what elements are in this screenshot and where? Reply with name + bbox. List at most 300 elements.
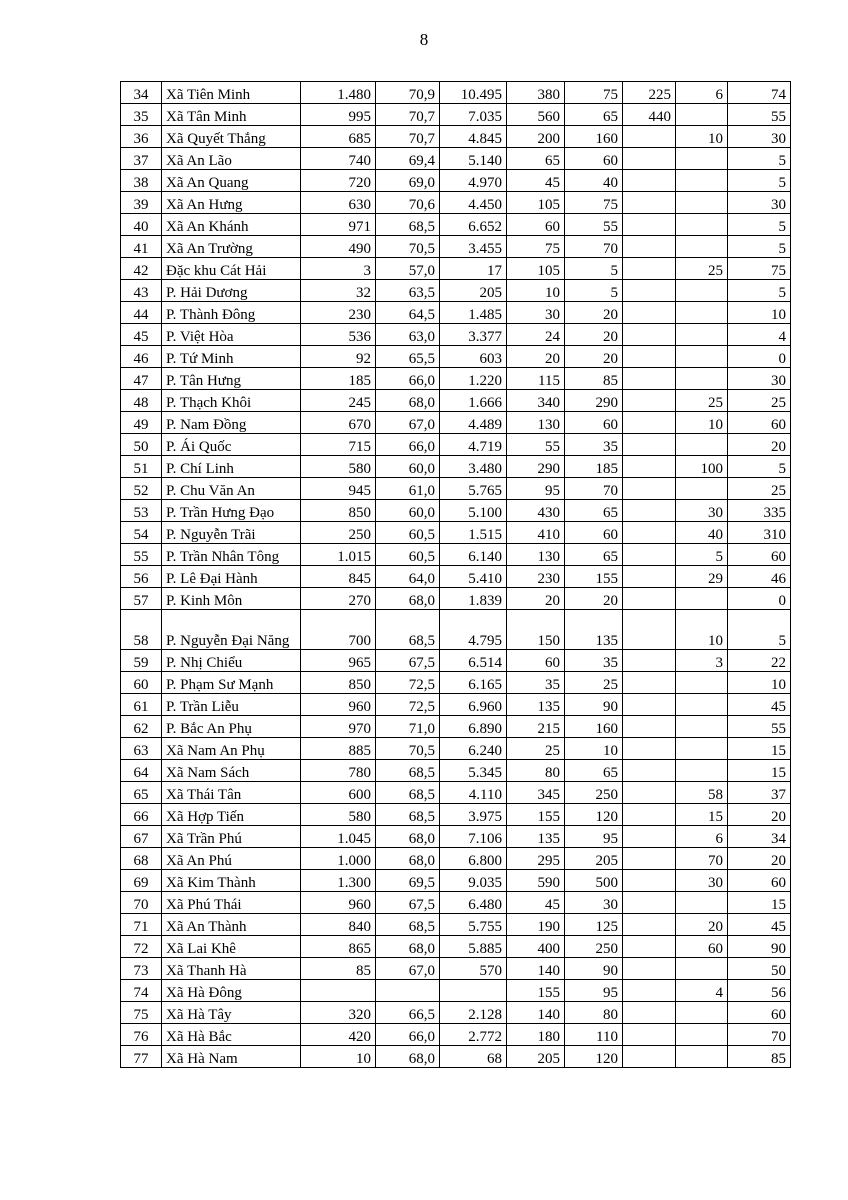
cell-col-9: 6 bbox=[676, 82, 728, 104]
cell-col-4: 72,5 bbox=[376, 694, 440, 716]
cell-col-5: 3.480 bbox=[440, 456, 507, 478]
cell-col-5: 5.885 bbox=[440, 936, 507, 958]
cell-col-8 bbox=[623, 914, 676, 936]
cell-col-4: 71,0 bbox=[376, 716, 440, 738]
table-row bbox=[121, 870, 791, 892]
table-row bbox=[121, 368, 791, 390]
cell-row-number: 65 bbox=[121, 782, 162, 804]
cell-col-4: 68,0 bbox=[376, 390, 440, 412]
cell-col-5: 4.845 bbox=[440, 126, 507, 148]
cell-col-5: 6.240 bbox=[440, 738, 507, 760]
cell-col-7: 110 bbox=[565, 1024, 623, 1046]
cell-col-4: 65,5 bbox=[376, 346, 440, 368]
cell-col-7: 290 bbox=[565, 390, 623, 412]
cell-col-9: 30 bbox=[676, 870, 728, 892]
cell-col-3: 92 bbox=[301, 346, 376, 368]
cell-col-9 bbox=[676, 104, 728, 126]
cell-col-7: 135 bbox=[565, 610, 623, 650]
cell-col-10: 60 bbox=[728, 412, 791, 434]
cell-col-3: 580 bbox=[301, 456, 376, 478]
cell-row-number: 70 bbox=[121, 892, 162, 914]
cell-unit-name: P. Tân Hưng bbox=[162, 368, 301, 390]
cell-row-number: 49 bbox=[121, 412, 162, 434]
table-row bbox=[121, 914, 791, 936]
cell-col-8 bbox=[623, 368, 676, 390]
cell-col-4: 60,5 bbox=[376, 522, 440, 544]
cell-col-9: 6 bbox=[676, 826, 728, 848]
cell-col-9 bbox=[676, 236, 728, 258]
cell-col-4: 68,0 bbox=[376, 588, 440, 610]
cell-col-9 bbox=[676, 892, 728, 914]
cell-col-9 bbox=[676, 346, 728, 368]
cell-col-5: 205 bbox=[440, 280, 507, 302]
cell-unit-name: Xã Hà Bắc bbox=[162, 1024, 301, 1046]
cell-col-10: 85 bbox=[728, 1046, 791, 1068]
cell-col-9 bbox=[676, 324, 728, 346]
cell-col-8 bbox=[623, 214, 676, 236]
cell-col-8 bbox=[623, 192, 676, 214]
cell-col-8 bbox=[623, 390, 676, 412]
cell-col-3: 670 bbox=[301, 412, 376, 434]
cell-unit-name: Xã Kim Thành bbox=[162, 870, 301, 892]
cell-col-5: 6.960 bbox=[440, 694, 507, 716]
cell-col-9 bbox=[676, 280, 728, 302]
cell-col-9 bbox=[676, 716, 728, 738]
cell-col-6: 80 bbox=[507, 760, 565, 782]
cell-col-4: 70,6 bbox=[376, 192, 440, 214]
table-row bbox=[121, 280, 791, 302]
table-row bbox=[121, 324, 791, 346]
cell-unit-name: Đặc khu Cát Hải bbox=[162, 258, 301, 280]
cell-col-4: 60,0 bbox=[376, 456, 440, 478]
cell-col-9 bbox=[676, 192, 728, 214]
cell-col-8 bbox=[623, 892, 676, 914]
cell-unit-name: Xã An Quang bbox=[162, 170, 301, 192]
cell-col-5: 4.795 bbox=[440, 610, 507, 650]
cell-col-6: 190 bbox=[507, 914, 565, 936]
cell-row-number: 64 bbox=[121, 760, 162, 782]
table-row bbox=[121, 148, 791, 170]
cell-col-7: 160 bbox=[565, 126, 623, 148]
cell-col-10: 30 bbox=[728, 126, 791, 148]
cell-unit-name: P. Nam Đồng bbox=[162, 412, 301, 434]
cell-col-3: 850 bbox=[301, 500, 376, 522]
cell-col-10: 74 bbox=[728, 82, 791, 104]
cell-col-3: 3 bbox=[301, 258, 376, 280]
table-row bbox=[121, 716, 791, 738]
table-row bbox=[121, 478, 791, 500]
cell-col-7: 250 bbox=[565, 782, 623, 804]
cell-col-6: 155 bbox=[507, 804, 565, 826]
cell-row-number: 48 bbox=[121, 390, 162, 412]
cell-col-10: 5 bbox=[728, 456, 791, 478]
cell-col-6: 20 bbox=[507, 346, 565, 368]
cell-col-4: 70,5 bbox=[376, 738, 440, 760]
cell-unit-name: P. Ái Quốc bbox=[162, 434, 301, 456]
cell-row-number: 46 bbox=[121, 346, 162, 368]
table-row bbox=[121, 236, 791, 258]
cell-col-6: 380 bbox=[507, 82, 565, 104]
cell-col-5: 5.410 bbox=[440, 566, 507, 588]
cell-col-10: 10 bbox=[728, 672, 791, 694]
cell-col-6: 430 bbox=[507, 500, 565, 522]
cell-unit-name: Xã Trần Phú bbox=[162, 826, 301, 848]
cell-col-6: 345 bbox=[507, 782, 565, 804]
cell-col-10: 20 bbox=[728, 848, 791, 870]
cell-col-7: 75 bbox=[565, 82, 623, 104]
cell-col-5: 10.495 bbox=[440, 82, 507, 104]
cell-col-3 bbox=[301, 980, 376, 1002]
cell-col-10: 25 bbox=[728, 390, 791, 412]
cell-col-5: 6.514 bbox=[440, 650, 507, 672]
table-row bbox=[121, 1024, 791, 1046]
cell-col-7: 160 bbox=[565, 716, 623, 738]
cell-row-number: 74 bbox=[121, 980, 162, 1002]
cell-row-number: 55 bbox=[121, 544, 162, 566]
cell-col-6: 24 bbox=[507, 324, 565, 346]
cell-col-3: 600 bbox=[301, 782, 376, 804]
table-row bbox=[121, 500, 791, 522]
cell-col-7: 35 bbox=[565, 434, 623, 456]
cell-col-3: 995 bbox=[301, 104, 376, 126]
cell-col-6: 115 bbox=[507, 368, 565, 390]
cell-unit-name: Xã An Trường bbox=[162, 236, 301, 258]
cell-row-number: 40 bbox=[121, 214, 162, 236]
cell-row-number: 45 bbox=[121, 324, 162, 346]
table-row bbox=[121, 848, 791, 870]
cell-col-3: 715 bbox=[301, 434, 376, 456]
cell-col-3: 85 bbox=[301, 958, 376, 980]
cell-col-5: 1.839 bbox=[440, 588, 507, 610]
cell-row-number: 50 bbox=[121, 434, 162, 456]
cell-unit-name: Xã Tân Minh bbox=[162, 104, 301, 126]
cell-col-4: 68,5 bbox=[376, 610, 440, 650]
cell-col-5: 3.377 bbox=[440, 324, 507, 346]
cell-col-8 bbox=[623, 804, 676, 826]
cell-col-8 bbox=[623, 610, 676, 650]
table-row bbox=[121, 412, 791, 434]
cell-col-7: 5 bbox=[565, 280, 623, 302]
cell-col-5: 5.140 bbox=[440, 148, 507, 170]
cell-col-5: 4.450 bbox=[440, 192, 507, 214]
cell-col-3: 850 bbox=[301, 672, 376, 694]
cell-col-4: 66,0 bbox=[376, 434, 440, 456]
cell-col-5: 5.100 bbox=[440, 500, 507, 522]
cell-col-4: 68,5 bbox=[376, 760, 440, 782]
cell-col-6: 30 bbox=[507, 302, 565, 324]
cell-row-number: 60 bbox=[121, 672, 162, 694]
cell-row-number: 52 bbox=[121, 478, 162, 500]
cell-row-number: 71 bbox=[121, 914, 162, 936]
cell-col-3: 536 bbox=[301, 324, 376, 346]
cell-unit-name: P. Trần Liễu bbox=[162, 694, 301, 716]
cell-col-8 bbox=[623, 500, 676, 522]
cell-unit-name: P. Nguyễn Trãi bbox=[162, 522, 301, 544]
cell-col-6: 35 bbox=[507, 672, 565, 694]
cell-col-6: 140 bbox=[507, 1002, 565, 1024]
cell-row-number: 63 bbox=[121, 738, 162, 760]
cell-col-5: 6.800 bbox=[440, 848, 507, 870]
cell-col-10: 55 bbox=[728, 104, 791, 126]
cell-col-6: 60 bbox=[507, 650, 565, 672]
cell-col-9: 60 bbox=[676, 936, 728, 958]
cell-col-9 bbox=[676, 958, 728, 980]
cell-col-9 bbox=[676, 1024, 728, 1046]
table-body bbox=[121, 82, 791, 1068]
cell-col-6: 45 bbox=[507, 170, 565, 192]
cell-unit-name: P. Trần Hưng Đạo bbox=[162, 500, 301, 522]
cell-col-6: 75 bbox=[507, 236, 565, 258]
table-row bbox=[121, 610, 791, 650]
cell-unit-name: Xã An Thành bbox=[162, 914, 301, 936]
cell-row-number: 77 bbox=[121, 1046, 162, 1068]
cell-col-9 bbox=[676, 368, 728, 390]
cell-row-number: 75 bbox=[121, 1002, 162, 1024]
cell-col-5: 6.165 bbox=[440, 672, 507, 694]
cell-col-9 bbox=[676, 738, 728, 760]
cell-col-5 bbox=[440, 980, 507, 1002]
table-row bbox=[121, 588, 791, 610]
table-row bbox=[121, 980, 791, 1002]
cell-col-8 bbox=[623, 412, 676, 434]
cell-col-9: 29 bbox=[676, 566, 728, 588]
cell-col-10: 22 bbox=[728, 650, 791, 672]
cell-col-5: 68 bbox=[440, 1046, 507, 1068]
cell-col-4: 68,0 bbox=[376, 848, 440, 870]
cell-col-6: 105 bbox=[507, 258, 565, 280]
table-row bbox=[121, 1046, 791, 1068]
cell-col-3: 685 bbox=[301, 126, 376, 148]
cell-col-7: 35 bbox=[565, 650, 623, 672]
cell-col-8 bbox=[623, 148, 676, 170]
cell-unit-name: Xã An Lão bbox=[162, 148, 301, 170]
cell-col-9 bbox=[676, 148, 728, 170]
cell-col-9 bbox=[676, 760, 728, 782]
cell-unit-name: P. Phạm Sư Mạnh bbox=[162, 672, 301, 694]
cell-col-4: 72,5 bbox=[376, 672, 440, 694]
cell-col-8 bbox=[623, 566, 676, 588]
cell-col-6: 400 bbox=[507, 936, 565, 958]
cell-col-3: 971 bbox=[301, 214, 376, 236]
cell-col-9: 70 bbox=[676, 848, 728, 870]
cell-col-8 bbox=[623, 346, 676, 368]
cell-col-3: 1.045 bbox=[301, 826, 376, 848]
cell-col-8 bbox=[623, 456, 676, 478]
cell-col-7: 65 bbox=[565, 500, 623, 522]
cell-col-9: 4 bbox=[676, 980, 728, 1002]
cell-col-3: 580 bbox=[301, 804, 376, 826]
cell-col-10: 20 bbox=[728, 434, 791, 456]
cell-col-6: 135 bbox=[507, 694, 565, 716]
cell-col-5: 1.515 bbox=[440, 522, 507, 544]
cell-col-7: 20 bbox=[565, 302, 623, 324]
cell-col-6: 200 bbox=[507, 126, 565, 148]
cell-row-number: 38 bbox=[121, 170, 162, 192]
cell-col-9 bbox=[676, 1046, 728, 1068]
cell-col-6: 95 bbox=[507, 478, 565, 500]
cell-col-7: 80 bbox=[565, 1002, 623, 1024]
cell-col-10: 15 bbox=[728, 892, 791, 914]
cell-col-9: 5 bbox=[676, 544, 728, 566]
page-number: 8 bbox=[419, 30, 429, 49]
cell-col-5: 2.772 bbox=[440, 1024, 507, 1046]
cell-col-3: 960 bbox=[301, 694, 376, 716]
cell-unit-name: P. Việt Hòa bbox=[162, 324, 301, 346]
cell-col-10: 60 bbox=[728, 1002, 791, 1024]
cell-col-4: 64,5 bbox=[376, 302, 440, 324]
table-row bbox=[121, 346, 791, 368]
cell-unit-name: Xã Nam An Phụ bbox=[162, 738, 301, 760]
cell-col-7: 155 bbox=[565, 566, 623, 588]
cell-col-4: 68,5 bbox=[376, 214, 440, 236]
cell-row-number: 53 bbox=[121, 500, 162, 522]
cell-col-7: 90 bbox=[565, 958, 623, 980]
cell-col-10: 5 bbox=[728, 170, 791, 192]
cell-unit-name: P. Chu Văn An bbox=[162, 478, 301, 500]
cell-row-number: 42 bbox=[121, 258, 162, 280]
cell-col-7: 75 bbox=[565, 192, 623, 214]
cell-col-9: 15 bbox=[676, 804, 728, 826]
table-row bbox=[121, 390, 791, 412]
cell-col-6: 135 bbox=[507, 826, 565, 848]
cell-row-number: 41 bbox=[121, 236, 162, 258]
table-row bbox=[121, 302, 791, 324]
cell-col-6: 295 bbox=[507, 848, 565, 870]
cell-col-8 bbox=[623, 694, 676, 716]
cell-col-3: 720 bbox=[301, 170, 376, 192]
cell-col-10: 60 bbox=[728, 544, 791, 566]
cell-col-4: 66,0 bbox=[376, 368, 440, 390]
cell-col-9 bbox=[676, 1002, 728, 1024]
cell-col-6: 180 bbox=[507, 1024, 565, 1046]
cell-col-6: 20 bbox=[507, 588, 565, 610]
table-row bbox=[121, 82, 791, 104]
table-row bbox=[121, 170, 791, 192]
cell-col-3: 1.300 bbox=[301, 870, 376, 892]
cell-row-number: 67 bbox=[121, 826, 162, 848]
cell-col-8 bbox=[623, 980, 676, 1002]
cell-col-6: 230 bbox=[507, 566, 565, 588]
cell-col-10: 5 bbox=[728, 610, 791, 650]
cell-col-8 bbox=[623, 760, 676, 782]
cell-col-6: 205 bbox=[507, 1046, 565, 1068]
cell-col-7: 90 bbox=[565, 694, 623, 716]
cell-col-8 bbox=[623, 716, 676, 738]
cell-col-4: 68,5 bbox=[376, 914, 440, 936]
table-row bbox=[121, 782, 791, 804]
cell-col-3: 780 bbox=[301, 760, 376, 782]
cell-col-5: 4.719 bbox=[440, 434, 507, 456]
cell-unit-name: Xã Hà Nam bbox=[162, 1046, 301, 1068]
table-row bbox=[121, 258, 791, 280]
cell-col-7: 40 bbox=[565, 170, 623, 192]
cell-col-8 bbox=[623, 236, 676, 258]
cell-col-4: 63,5 bbox=[376, 280, 440, 302]
cell-col-5: 3.975 bbox=[440, 804, 507, 826]
cell-col-7: 70 bbox=[565, 478, 623, 500]
cell-col-9: 25 bbox=[676, 258, 728, 280]
cell-col-4: 69,4 bbox=[376, 148, 440, 170]
cell-col-8 bbox=[623, 302, 676, 324]
table-row bbox=[121, 672, 791, 694]
cell-col-4: 70,9 bbox=[376, 82, 440, 104]
cell-col-6: 150 bbox=[507, 610, 565, 650]
cell-col-4: 61,0 bbox=[376, 478, 440, 500]
cell-col-10: 60 bbox=[728, 870, 791, 892]
cell-col-4: 63,0 bbox=[376, 324, 440, 346]
cell-col-6: 560 bbox=[507, 104, 565, 126]
table-row bbox=[121, 760, 791, 782]
cell-row-number: 39 bbox=[121, 192, 162, 214]
table-row bbox=[121, 126, 791, 148]
cell-row-number: 51 bbox=[121, 456, 162, 478]
cell-col-3: 1.480 bbox=[301, 82, 376, 104]
data-table bbox=[120, 81, 791, 1068]
cell-col-8 bbox=[623, 544, 676, 566]
cell-col-9: 58 bbox=[676, 782, 728, 804]
cell-col-3: 970 bbox=[301, 716, 376, 738]
cell-col-3: 865 bbox=[301, 936, 376, 958]
cell-col-7: 65 bbox=[565, 104, 623, 126]
cell-col-8 bbox=[623, 522, 676, 544]
cell-unit-name: Xã Thanh Hà bbox=[162, 958, 301, 980]
cell-col-8 bbox=[623, 958, 676, 980]
cell-col-10: 34 bbox=[728, 826, 791, 848]
cell-col-6: 45 bbox=[507, 892, 565, 914]
table-row bbox=[121, 650, 791, 672]
cell-col-7: 95 bbox=[565, 980, 623, 1002]
cell-col-5: 6.890 bbox=[440, 716, 507, 738]
cell-col-9 bbox=[676, 434, 728, 456]
cell-col-4: 67,5 bbox=[376, 892, 440, 914]
cell-unit-name: P. Tứ Minh bbox=[162, 346, 301, 368]
cell-col-9: 25 bbox=[676, 390, 728, 412]
cell-col-5: 6.140 bbox=[440, 544, 507, 566]
table-row bbox=[121, 892, 791, 914]
cell-col-10: 0 bbox=[728, 346, 791, 368]
cell-col-10: 55 bbox=[728, 716, 791, 738]
table-row bbox=[121, 566, 791, 588]
table-row bbox=[121, 192, 791, 214]
cell-col-7: 5 bbox=[565, 258, 623, 280]
cell-col-10: 30 bbox=[728, 192, 791, 214]
cell-col-3: 245 bbox=[301, 390, 376, 412]
cell-col-10: 5 bbox=[728, 148, 791, 170]
cell-col-7: 185 bbox=[565, 456, 623, 478]
cell-col-8 bbox=[623, 650, 676, 672]
table-row bbox=[121, 214, 791, 236]
cell-col-10: 5 bbox=[728, 280, 791, 302]
cell-col-6: 590 bbox=[507, 870, 565, 892]
cell-unit-name: Xã Thái Tân bbox=[162, 782, 301, 804]
table-row bbox=[121, 694, 791, 716]
table-row bbox=[121, 1002, 791, 1024]
cell-col-6: 60 bbox=[507, 214, 565, 236]
table-row bbox=[121, 826, 791, 848]
cell-col-7: 55 bbox=[565, 214, 623, 236]
cell-col-7: 65 bbox=[565, 544, 623, 566]
cell-unit-name: P. Thạch Khôi bbox=[162, 390, 301, 412]
cell-col-4: 68,5 bbox=[376, 782, 440, 804]
cell-col-8: 225 bbox=[623, 82, 676, 104]
cell-row-number: 43 bbox=[121, 280, 162, 302]
cell-col-8 bbox=[623, 870, 676, 892]
cell-unit-name: P. Trần Nhân Tông bbox=[162, 544, 301, 566]
cell-col-7: 30 bbox=[565, 892, 623, 914]
cell-col-3: 960 bbox=[301, 892, 376, 914]
cell-col-10: 90 bbox=[728, 936, 791, 958]
cell-col-7: 10 bbox=[565, 738, 623, 760]
